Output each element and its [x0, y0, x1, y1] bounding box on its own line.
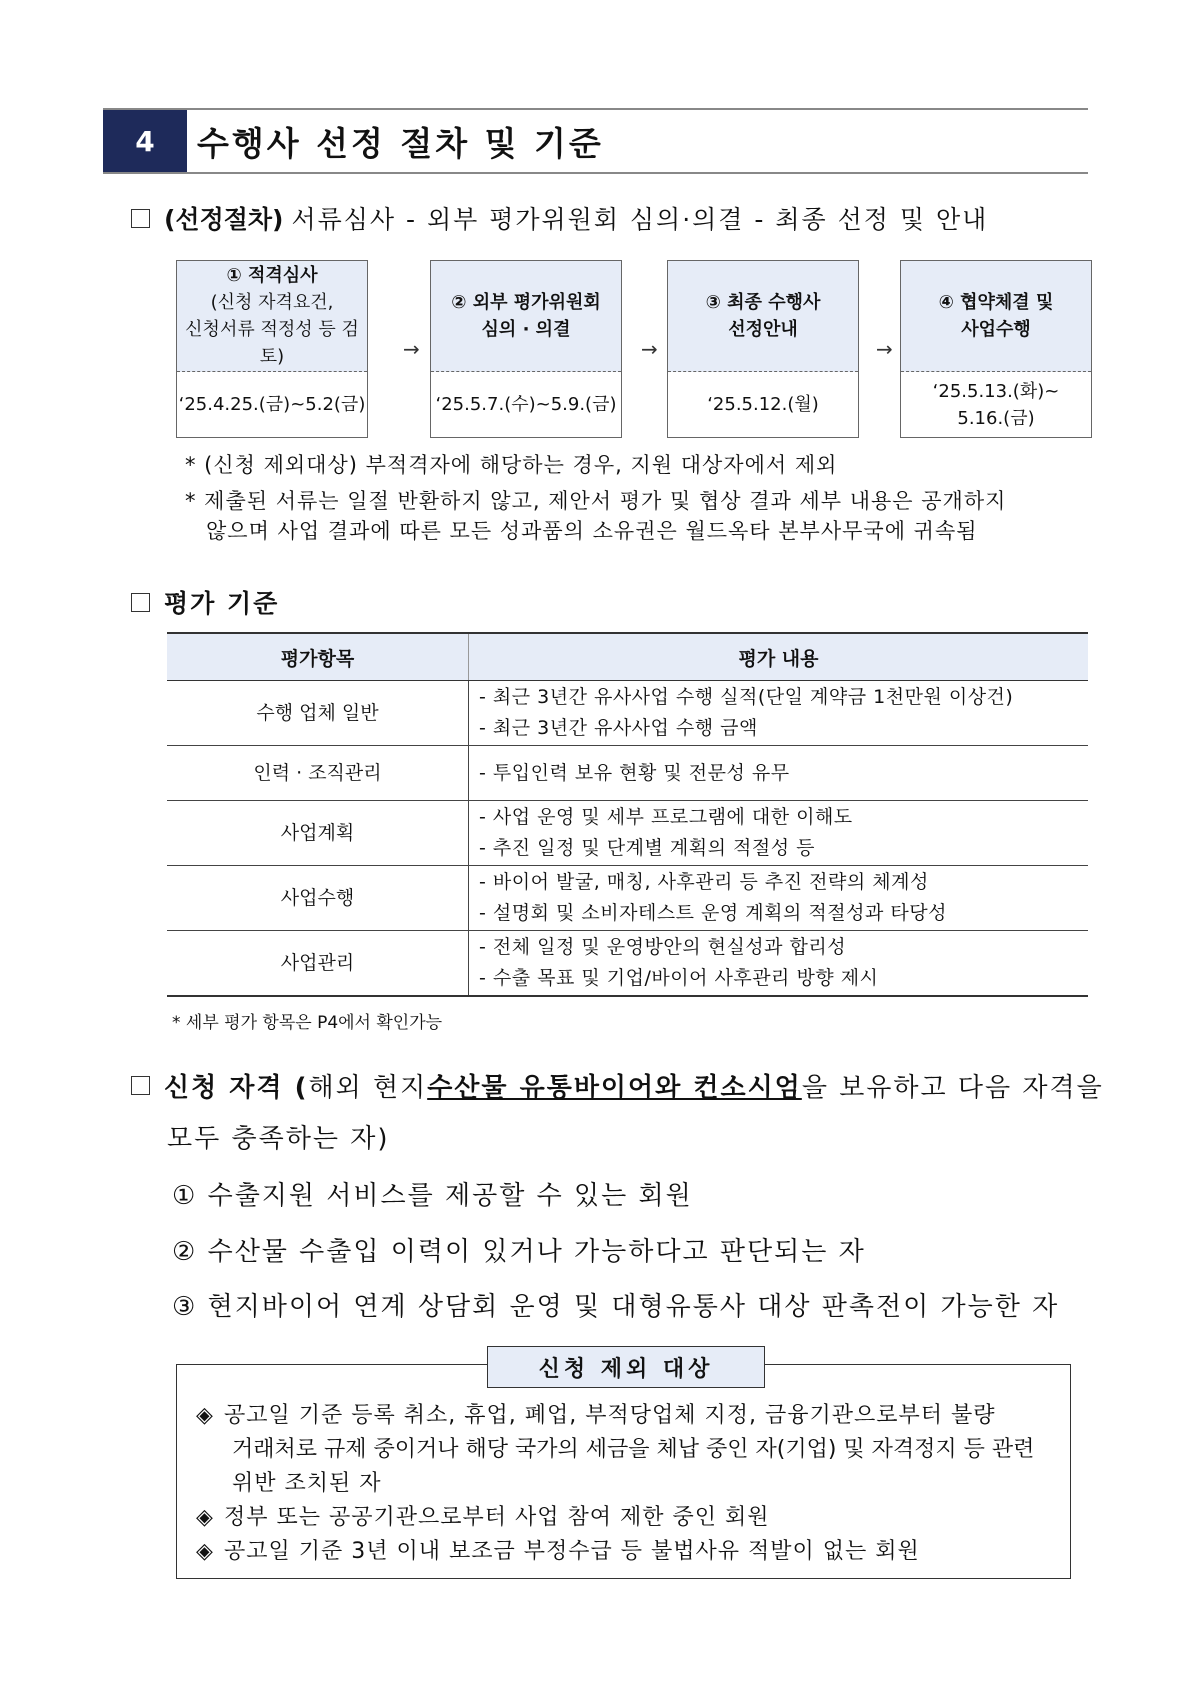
table-row: [167, 681, 1088, 746]
exclusion-item-2: [196, 1501, 770, 1535]
qualification-underlined: 수산물 유통바이어와 컨소시엄: [427, 1073, 802, 1103]
exclusion-item-1: [196, 1399, 995, 1433]
step-title: ③ 최종 수행사: [705, 292, 821, 313]
row-item: 사업계획: [167, 801, 469, 866]
arrow-icon: →: [876, 337, 893, 361]
row-line: - 전체 일정 및 운영방안의 현실성과 합리성: [479, 936, 847, 958]
qualification-pre: 해외 현지: [308, 1073, 428, 1103]
process-step-4: [900, 260, 1092, 438]
step-title: ② 외부 평가위원회: [451, 292, 601, 313]
row-item: 사업관리: [167, 931, 469, 997]
row-item: 수행 업체 일반: [167, 681, 469, 746]
qualification-item: ① 수출지원 서비스를 제공할 수 있는 회원: [172, 1181, 693, 1211]
note-documents-cont: 않으며 사업 결과에 따른 모든 성과품의 소유권은 월드옥타 본부사무국에 귀속됨: [206, 519, 978, 543]
header-content: 평가 내용: [469, 633, 1089, 681]
checkbox-square-icon: [131, 593, 150, 612]
exclusion-text: 정부 또는 공공기관으로부터 사업 참여 제한 중인 회원: [224, 1505, 770, 1530]
checkbox-square-icon: [131, 209, 150, 228]
criteria-heading-line: [131, 584, 279, 620]
qualification-item: ③ 현지바이어 연계 상담회 운영 및 대형유통사 대상 판촉전이 가능한 자: [172, 1292, 1060, 1322]
step-sub: 선정안내: [728, 319, 798, 340]
procedure-label: (선정절차): [164, 205, 284, 234]
exclusion-title: 신청 제외 대상: [487, 1346, 765, 1388]
qualification-line: [131, 1067, 1104, 1104]
header-item: 평가항목: [167, 633, 469, 681]
exclusion-text: 공고일 기준 등록 취소, 휴업, 폐업, 부적당업체 지정, 금융기관으로부터 불량: [224, 1403, 996, 1428]
section-header: [103, 108, 1088, 174]
row-line: - 최근 3년간 유사사업 수행 금액: [479, 717, 758, 739]
step-sub: 심의 · 의결: [481, 319, 571, 340]
step-date: ‘25.5.13.(화)~: [932, 380, 1060, 402]
step-title: ④ 협약체결 및: [938, 292, 1054, 313]
section-number: 4: [103, 110, 187, 172]
process-step-1: [176, 260, 368, 438]
section-title: 수행사 선정 절차 및 기준: [197, 123, 604, 163]
arrow-icon: →: [403, 337, 420, 361]
procedure-text: 서류심사 - 외부 평가위원회 심의·의결 - 최종 선정 및 안내: [291, 205, 989, 234]
note-exclusion: * (신청 제외대상) 부적격자에 해당하는 경우, 지원 대상자에서 제외: [185, 453, 838, 477]
criteria-footnote: * 세부 평가 항목은 P4에서 확인가능: [172, 1013, 443, 1033]
qualification-item: ② 수산물 수출입 이력이 있거나 가능하다고 판단되는 자: [172, 1237, 866, 1267]
step-date: ‘25.4.25.(금)~5.2(금): [178, 394, 366, 415]
table-row: [167, 746, 1088, 801]
process-step-3: [667, 260, 859, 438]
procedure-line: [131, 200, 988, 236]
step-date: ‘25.5.12.(월): [707, 394, 819, 415]
row-line: - 사업 운영 및 세부 프로그램에 대한 이해도: [479, 806, 853, 828]
arrow-icon: →: [641, 337, 658, 361]
diamond-bullet-icon: ◈: [196, 1403, 214, 1428]
qualification-post: 을 보유하고 다음 자격을: [801, 1073, 1104, 1103]
row-line: - 투입인력 보유 현황 및 전문성 유무: [479, 761, 790, 784]
qualification-line2: 모두 충족하는 자): [167, 1124, 390, 1154]
step-sub: 사업수행: [961, 319, 1031, 340]
table-header-row: [167, 633, 1088, 681]
exclusion-item-1-cont: 거래처로 규제 중이거나 해당 국가의 세금을 체납 중인 자(기업) 및 자격정지 등 관련: [232, 1437, 1035, 1462]
step-sub: (신청 자격요건,: [210, 292, 334, 313]
note-documents: * 제출된 서류는 일절 반환하지 않고, 제안서 평가 및 협상 결과 세부 내용은 공개하지: [185, 489, 1007, 513]
row-item: 사업수행: [167, 866, 469, 931]
row-line: - 최근 3년간 유사사업 수행 실적(단일 계약금 1천만원 이상건): [479, 686, 1014, 708]
qualification-label: 신청 자격 (: [164, 1073, 309, 1103]
process-step-2: [430, 260, 622, 438]
exclusion-text: 공고일 기준 3년 이내 보조금 부정수급 등 불법사유 적발이 없는 회원: [224, 1539, 920, 1564]
row-line: - 설명회 및 소비자테스트 운영 계획의 적절성과 타당성: [479, 902, 947, 924]
exclusion-item-1-cont: 위반 조치된 자: [232, 1471, 382, 1496]
exclusion-item-3: [196, 1535, 920, 1569]
row-line: - 바이어 발굴, 매칭, 사후관리 등 추진 전략의 체계성: [479, 871, 929, 893]
step-date: 5.16.(금): [957, 407, 1035, 429]
step-date: ‘25.5.7.(수)~5.9.(금): [435, 394, 617, 415]
checkbox-square-icon: [131, 1076, 150, 1095]
table-row: [167, 801, 1088, 866]
diamond-bullet-icon: ◈: [196, 1505, 214, 1530]
step-sub: 신청서류 적정성 등 검토): [185, 319, 359, 367]
table-row: [167, 931, 1088, 997]
evaluation-table: [167, 632, 1088, 997]
row-line: - 추진 일정 및 단계별 계획의 적절성 등: [479, 837, 815, 859]
diamond-bullet-icon: ◈: [196, 1539, 214, 1564]
criteria-heading: 평가 기준: [164, 589, 280, 618]
step-title: ① 적격심사: [226, 265, 318, 286]
row-item: 인력 · 조직관리: [167, 746, 469, 801]
table-row: [167, 866, 1088, 931]
row-line: - 수출 목표 및 기업/바이어 사후관리 방향 제시: [479, 967, 879, 989]
